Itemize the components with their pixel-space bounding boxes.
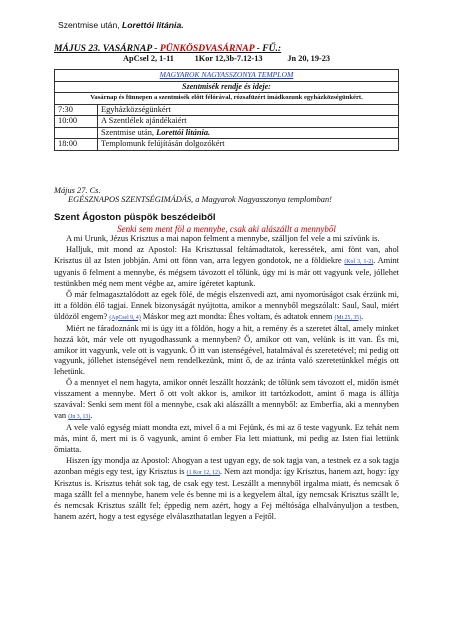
sermon-subtitle: Senki sem ment föl a mennybe, csak aki alászállt a mennyből bbox=[117, 224, 336, 234]
scripture-ref-link[interactable]: (Jn 3, 13) bbox=[68, 414, 91, 421]
sermon-paragraph: Hiszen így mondja az Apostol: Ahogyan a test ugyan egy, de sok tagja van, a testnek ez a sok tagja azonban mégis egy test, így Krisztus is (1 Kor 12, 12). Nem azt mondja: így Krisztus, hanem azt, hogy: így Krisztus is. Krisztus tehát sok tag, de csak egy test. Leszállt a mennyből irgalma miatt, és nemcsak ő maga szállt fel a mennybe, hanem vele és benne mi is a kegyelem által, így nemcsak Krisztus szállt le, és nemcsak Krisztus szállt fel; éppedig nem azért, hogy a Fej méltósága elhalványuljon a testben, hanem azért, hogy a test egysége elválaszthatatlan legyen a Fejtől. bbox=[54, 456, 400, 521]
top-notice-bold: Lorettói litánia. bbox=[122, 20, 184, 30]
top-notice-line bbox=[58, 20, 184, 30]
readings-line bbox=[54, 54, 399, 63]
sermon-paragraph: Halljuk, mit mond az Apostol: Ha Krisztussal feltámadtatok, keressétek, ami fönt van, ahol Krisztus ül az Isten jobbján. Ami ott fönn van, arra legyen gondotok, ne a földiekre (Kol 3, 1-2). Amint ugyanis ő felment a mennybe, és mégsem távozott el tőlünk, úgy mi is már ott vagyunk vele, jóllehet testünkben még nem ment végbe az, amire ígéretet kaptunk. bbox=[54, 244, 400, 288]
church-name: MAGYAROK NAGYASSZONYA TEMPLOM bbox=[55, 70, 399, 82]
sermon-title: Szent Ágoston püspök beszédeiből bbox=[54, 212, 216, 223]
reading-2: 1Kor 12,3b-7.12-13 bbox=[194, 54, 263, 63]
sermon-paragraph: Miért ne fáradoznánk mi is úgy itt a földön, hogy a hit, a remény és a szeretet által, amely minket hozzá köt, már vele ott nyugodhassunk a mennyben? Ő, amikor ott van, velünk is itt van. És mi, amikor itt vagyunk, vele ott is vagyunk. Ő itt van istenségével, hatalmával és szeretetével; mi pedig ott vagyunk, jóllehet istenségével nem rendelkezünk, mint ő, de az iránta való szeretetünkkel mégis ott lehetünk. bbox=[54, 323, 399, 377]
scripture-ref-link[interactable]: (ApCsel 9, 4) bbox=[109, 314, 141, 321]
liturgy-header bbox=[54, 43, 399, 63]
scripture-ref-link[interactable]: (Kol 3, 1-2) bbox=[344, 258, 374, 265]
adoration-notice bbox=[54, 186, 404, 204]
reading-3: Jn 20, 19-23 bbox=[287, 54, 331, 63]
schedule-row: Szentmise után, Lorettói litánia. bbox=[55, 127, 399, 139]
scripture-ref-link[interactable]: (Mt 25, 35) bbox=[334, 314, 362, 321]
sermon-paragraph: A mi Urunk, Jézus Krisztus a mai napon felment a mennybe, szálljon fel vele a mi szívünk is. bbox=[66, 234, 380, 243]
top-notice-text: Szentmise után, bbox=[58, 20, 120, 30]
day-title: MÁJUS 23. VASÁRNAP - PÜNKÖSDVASÁRNAP - FŰ.: bbox=[54, 43, 282, 54]
feast-name: PÜNKÖSDVASÁRNAP bbox=[159, 43, 255, 54]
schedule-title: Szentmisék rendje és ideje: bbox=[55, 81, 399, 93]
reading-1: ApCsel 2, 1-11 bbox=[122, 54, 174, 63]
schedule-row: 18:00 Templomunk felújításán dolgozókért bbox=[55, 139, 399, 151]
sermon-paragraph: Ő már felmagasztalódott az egek fölé, de mégis elszenvedi azt, ami nyomorúságot csak érzünk mi, itt a földön élő tagjai. Ennek bizonyságát nyújtotta, amikor a mennyből megszólalt: Saul, Saul, miért üldözöl engem? (ApCsel 9, 4) Máskor meg azt mondta: Éhes voltam, és adtatok ennem (Mt 25, 35). bbox=[54, 289, 399, 321]
scripture-ref-link[interactable]: (1 Kor 12, 12) bbox=[186, 470, 220, 477]
schedule-row: 10:00 A Szentlélek ajándékaiért bbox=[55, 116, 399, 128]
mass-schedule-table bbox=[54, 69, 399, 151]
notice-date: Május 27. Cs. bbox=[54, 186, 101, 195]
schedule-row: 7:30 Egyházközségünkért bbox=[55, 104, 399, 116]
sermon-paragraph: Ő a mennyet el nem hagyta, amikor onnét leszállt hozzánk; de tőlünk sem távozott el, midőn ismét visszament a mennybe. Mert ő ott volt akkor is, amikor itt tartózkodott, amint ő maga is állítja szavával: Senki sem ment föl a mennybe, csak aki alászállt a mennyből: az Emberfia, aki a mennyben van (Jn 3, 13). bbox=[54, 378, 399, 421]
notice-text: EGÉSZNAPOS SZENTSÉGIMÁDÁS, a Magyarok Nagyasszonya templomban! bbox=[68, 195, 332, 204]
rosary-note: Vasárnap és fünnepen a szentmisék előtt félórával, rózsafüzért imádkozunk egyházközségünkért. bbox=[55, 93, 399, 105]
sermon-section bbox=[54, 212, 399, 523]
sermon-paragraph: A vele való egység miatt mondta ezt, mivel ő a mi Fejünk, és mi az ő teste vagyunk. Ez tehát nem más, mint ő, mert mi is ő vagyunk, amint ő ember Fia lett miattunk, mi pedig az Isten fiai lettünk őmiatta. bbox=[54, 423, 399, 455]
